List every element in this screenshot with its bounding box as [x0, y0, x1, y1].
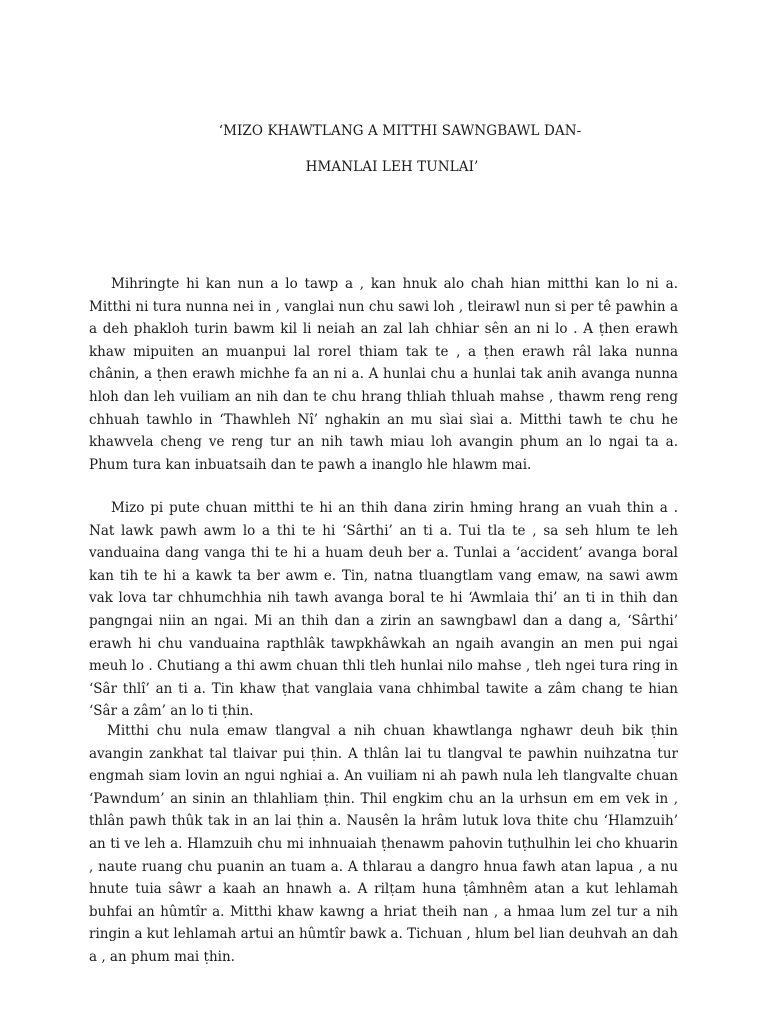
document-title-line-1: ‘MIZO KHAWTLANG A MITTHI SAWNGBAWL DAN- [218, 123, 582, 139]
paragraph-1: Mihringte hi kan nun a lo tawp a , kan hnuk alo chah hian mitthi kan lo ni a. Mitthi ni tura nunna nei in , vanglai nun chu sawi loh , tleirawl nun si per tê pawhin a a deh phakloh turin bawm kil li neiah an zal lah chhiar sên an ni lo . A ṭhen erawh khaw mipuiten an muanpui lal rorel thiam tak te , a ṭhen erawh râl laka nunna chânin, a ṭhen erawh michhe fa an ni a. A hunlai chu a hunlai tak anih avanga nunna hloh dan leh vuiliam an nih dan te chu hrang thliah thluah mahse , thawm reng reng chhuah tawhlo in ‘Thawhleh Nî’ nghakin an mu sìai sìai a. Mitthi tawh te chu he khawvela cheng ve reng tur an nih tawh miau loh avangin phum an lo ngai ta a. Phum tura kan inbuatsaih dan te pawh a inanglo hle hlawm mai. [89, 276, 678, 473]
paragraph-3: Mitthi chu nula emaw tlangval a nih chuan khawtlanga nghawr deuh bik ṭhin avangin zankhat tal tlaivar pui ṭhin. A thlân lai tu tlangval te pawhin nuihzatna tur engmah siam lovin an ngui nghiai a. An vuiliam ni ah pawh nula leh tlangvalte chuan ‘Pawndum’ an sinin an thlahliam ṭhin. Thil engkim chu an la urhsun em em vek in , thlân pawh thûk tak in an lai ṭhin a. Nausên la hrâm lutuk lova thite chu ‘Hlamzuih’ an ti ve leh a. Hlamzuih chu mi inhnuaiah ṭhenawm pahovin tuṭhulhin lei cho khuarin , naute ruang chu puanin an tuam a. A thlarau a dangro hnua fawh atan lapua , a nu hnute tuia sâwr a kaah an hnawh a. A rilṭam huna ṭâmhnêm atan a kut lehlamah buhfai an hûmtîr a. Mitthi khaw kawng a hriat theih nan , a hmaa lum zel tur a nih ringin a kut lehlamah artui an hûmtîr bawk a. Tichuan , hlum bel lian deuhvah an dah a , an phum mai ṭhin. [89, 723, 678, 965]
paragraph-2: Mizo pi pute chuan mitthi te hi an thih dana zirin hming hrang an vuah thin a . Nat lawk pawh awm lo a thi te hi ‘Sârthi’ an ti a. Tui tla te , sa seh hlum te leh vanduaina dang vanga thi te hi a huam deuh ber a. Tunlai a ‘accident’ avanga boral kan tih te hi a kawk ta ber awm e. Tin, natna tluangtlam vang emaw, na sawi awm vak lova tar chhumchhia nih tawh avanga boral te hi ‘Awmlaia thi’ an ti in thih dan pangngai niin an ngai. Mi an thih dan a zirin an sawngbawl dan a dang a, ‘Sârthi’ erawh hi chu vanduaina rapthlâk tawpkhâwkah an ngaih avangin an men pui ngai meuh lo . Chutiang a thi awm chuan thli tleh hunlai nilo mahse , tleh ngei tura ring in ‘Sâr thlî’ an ti a. Tin khaw ṭhat vanglaia vana chhimbal tawite a zâm chang te hian ‘Sâr a zâm’ an lo ti ṭhin. [89, 500, 678, 720]
document-title-line-2: HMANLAI LEH TUNLAI’ [305, 159, 479, 175]
